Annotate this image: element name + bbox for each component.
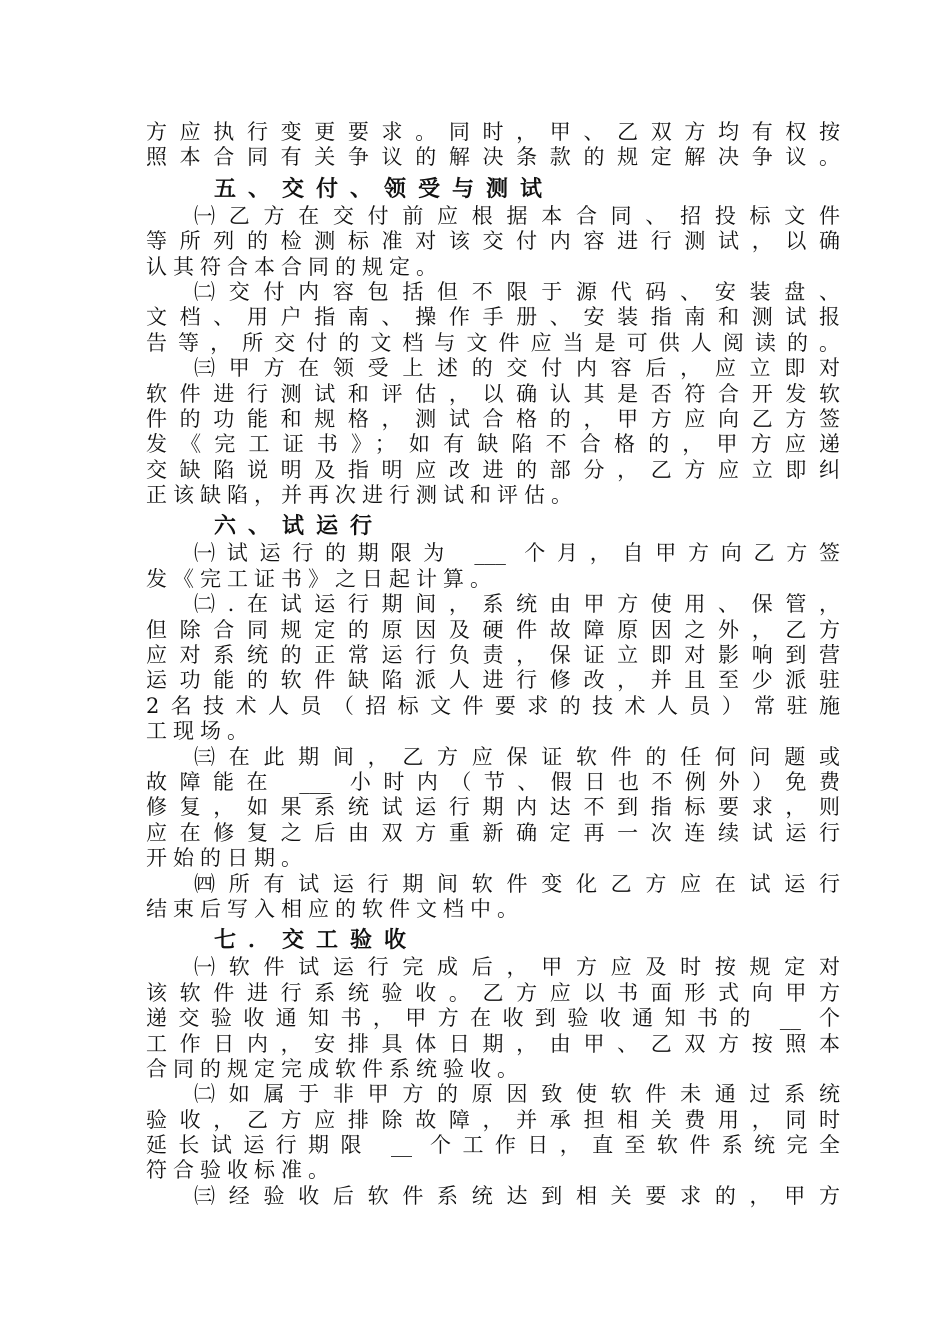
paragraph-line: 文档、用户指南、操作手册、安装指南和测试报 bbox=[146, 305, 840, 330]
paragraph-line: 2名技术人员（招标文件要求的技术人员）常驻施 bbox=[146, 693, 840, 718]
paragraph-first-line: ㈣所有试运行期间软件变化乙方应在试运行 bbox=[194, 871, 840, 896]
paragraph-first-line: ㈢甲方在领受上述的交付内容后，应立即对 bbox=[194, 356, 840, 381]
paragraph-line: 告等，所交付的文档与文件应当是可供人阅读的。 bbox=[146, 330, 840, 355]
paragraph-line: 运功能的软件缺陷派人进行修改，并且至少派驻 bbox=[146, 668, 840, 693]
paragraph-first-line: ㈡交付内容包括但不限于源代码、安装盘、 bbox=[194, 279, 840, 304]
paragraph-line: 工现场。 bbox=[146, 719, 254, 744]
paragraph-first-line: ㈡如属于非甲方的原因致使软件未通过系统 bbox=[194, 1082, 840, 1107]
section-heading: 六、试运行 bbox=[214, 513, 385, 540]
paragraph-first-line: ㈢经验收后软件系统达到相关要求的，甲方 bbox=[194, 1183, 840, 1208]
paragraph-line: 符合验收标准。 bbox=[146, 1158, 335, 1183]
document-page bbox=[146, 120, 840, 1209]
paragraph-line: 合同的规定完成软件系统验收。 bbox=[146, 1056, 524, 1081]
paragraph-line: 但除合同规定的原因及硬件故障原因之外，乙方 bbox=[146, 617, 840, 642]
paragraph-line: 开始的日期。 bbox=[146, 846, 308, 871]
paragraph-first-line: ㈠软件试运行完成后，甲方应及时按规定对 bbox=[194, 955, 840, 980]
paragraph-line: 修复，如果系统试运行期内达不到指标要求，则 bbox=[146, 795, 840, 820]
paragraph-line: 正该缺陷，并再次进行测试和评估。 bbox=[146, 483, 578, 508]
paragraph-line: 认其符合本合同的规定。 bbox=[146, 254, 443, 279]
paragraph-first-line: ㈠乙方在交付前应根据本合同、招投标文件 bbox=[194, 203, 840, 228]
paragraph-line: 工作日内，安排具体日期，由甲、乙双方按照本 bbox=[146, 1031, 840, 1056]
paragraph-line: 该软件进行系统验收。乙方应以书面形式向甲方 bbox=[146, 980, 840, 1005]
paragraph-line: 故障能在 ___ 小时内（节、假日也不例外）免费 bbox=[146, 769, 840, 794]
section-heading: 五、交付、领受与测试 bbox=[214, 175, 555, 202]
paragraph-line: 软件进行测试和评估，以确认其是否符合开发软 bbox=[146, 381, 840, 406]
paragraph-line: 延长试运行期限 __ 个工作日，直至软件系统完全 bbox=[146, 1133, 840, 1158]
paragraph-line: 应对系统的正常运行负责，保证立即对影响到营 bbox=[146, 643, 840, 668]
paragraph-first-line: ㈠试运行的期限为 ___ 个月，自甲方向乙方签 bbox=[194, 541, 840, 566]
paragraph-line: 件的功能和规格，测试合格的，甲方应向乙方签 bbox=[146, 406, 840, 431]
paragraph-line: 等所列的检测标准对该交付内容进行测试，以确 bbox=[146, 229, 840, 254]
paragraph-line: 递交验收通知书，甲方在收到验收通知书的 __ 个 bbox=[146, 1006, 840, 1031]
paragraph-line: 发《完工证书》之日起计算。 bbox=[146, 566, 497, 591]
paragraph-line: 验收，乙方应排除故障，并承担相关费用，同时 bbox=[146, 1107, 840, 1132]
paragraph-first-line: ㈡.在试运行期间，系统由甲方使用、保管， bbox=[194, 592, 840, 617]
paragraph-line: 方应执行变更要求。同时，甲、乙双方均有权按 bbox=[146, 120, 840, 144]
paragraph-line: 照本合同有关争议的解决条款的规定解决争议。 bbox=[146, 145, 840, 170]
paragraph-line: 应在修复之后由双方重新确定再一次连续试运行 bbox=[146, 820, 840, 845]
paragraph-line: 交缺陷说明及指明应改进的部分，乙方应立即纠 bbox=[146, 457, 840, 482]
section-heading: 七．交工验收 bbox=[214, 927, 419, 954]
paragraph-line: 发《完工证书》；如有缺陷不合格的，甲方应递 bbox=[146, 432, 840, 457]
paragraph-line: 结束后写入相应的软件文档中。 bbox=[146, 896, 524, 921]
paragraph-first-line: ㈢在此期间，乙方应保证软件的任何问题或 bbox=[194, 744, 840, 769]
